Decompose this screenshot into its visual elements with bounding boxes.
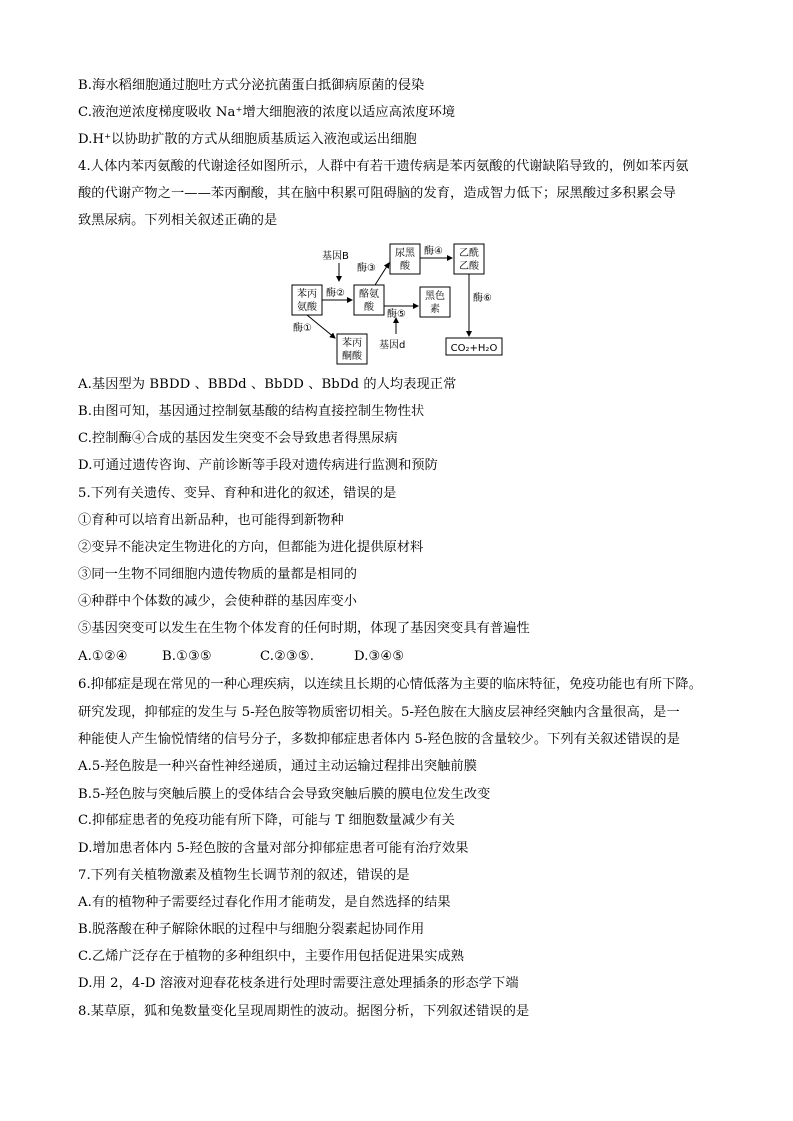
enzyme-3-arrow xyxy=(375,263,389,285)
q5-option-b: B.①③⑤ xyxy=(162,649,212,664)
q7-option-a: A.有的植物种子需要经过春化作用才能萌发，是自然选择的结果 xyxy=(78,895,451,910)
q5-statement-5: ⑤基因突变可以发生在生物个体发育的任何时期，体现了基因突变具有普遍性 xyxy=(78,621,530,636)
enzyme-3-label: 酶③ xyxy=(357,263,376,274)
gene-b-label: 基因B xyxy=(322,251,349,262)
enzyme-6-label: 酶⑥ xyxy=(473,293,492,304)
q6-stem-line-1: 6.抑郁症是现在常见的一种心理疾病，以连续且长期的心情低落为主要的临床特征，免疫功能也有所下降。 xyxy=(78,677,703,692)
q4-stem-line-3: 致黑尿病。下列相关叙述正确的是 xyxy=(78,213,278,228)
phenylalanine-label-2: 氨酸 xyxy=(297,302,317,313)
enzyme-2-label: 酶② xyxy=(326,288,345,299)
phenylpyruvic-acid-label-1: 苯丙 xyxy=(342,338,362,349)
phenylalanine-pathway-diagram xyxy=(280,238,520,368)
melanin-label-2: 素 xyxy=(430,304,440,315)
q3-option-d: D.H⁺以协助扩散的方式从细胞质基质运入液泡或运出细胞 xyxy=(78,132,417,147)
q6-option-a: A.5-羟色胺是一种兴奋性神经递质，通过主动运输过程排出突触前膜 xyxy=(78,759,478,774)
q5-statement-4: ④种群中个体数的减少，会使种群的基因库变小 xyxy=(78,594,358,609)
co2-h2o-label: CO₂+H₂O xyxy=(450,343,498,354)
q6-option-c: C.抑郁症患者的免疫功能有所下降，可能与 T 细胞数量减少有关 xyxy=(78,813,455,828)
q5-options-row xyxy=(78,648,404,666)
gene-d-label: 基因d xyxy=(379,340,406,351)
q7-option-d: D.用 2，4-D 溶液对迎春花枝条进行处理时需要注意处理插条的形态学下端 xyxy=(78,976,519,991)
q5-stem: 5.下列有关遗传、变异、育种和进化的叙述，错误的是 xyxy=(78,486,397,501)
phenylpyruvic-acid-label-2: 酮酸 xyxy=(342,351,362,362)
acetoacetic-acid-label-1: 乙酰 xyxy=(459,248,479,259)
q4-stem-line-1: 4.人体内苯丙氨酸的代谢途径如图所示，人群中有若干遗传病是苯丙氨酸的代谢缺陷导致的，例如苯丙氨 xyxy=(78,159,689,174)
tyrosine-label-2: 酸 xyxy=(364,302,374,313)
q7-stem: 7.下列有关植物激素及植物生长调节剂的叙述，错误的是 xyxy=(78,868,410,883)
q7-option-b: B.脱落酸在种子解除休眠的过程中与细胞分裂素起协同作用 xyxy=(78,922,425,937)
q5-option-d: D.③④⑤ xyxy=(354,649,405,664)
q5-statement-1: ①育种可以培育出新品种，也可能得到新物种 xyxy=(78,513,344,528)
q5-statement-3: ③同一生物不同细胞内遗传物质的量都是相同的 xyxy=(78,567,358,582)
q4-option-d: D.可通过遗传咨询、产前诊断等手段对遗传病进行监测和预防 xyxy=(78,458,438,473)
q4-stem-line-2: 酸的代谢产物之一——苯丙酮酸，其在脑中积累可阻碍脑的发育，造成智力低下；尿黑酸过多积累会导 xyxy=(78,186,676,201)
homogentisic-acid-label-1: 尿黑 xyxy=(395,248,415,259)
q4-option-a: A.基因型为 BBDD 、BBDd 、BbDD 、BbDd 的人均表现正常 xyxy=(78,377,457,392)
q6-option-b: B.5-羟色胺与突触后膜上的受体结合会导致突触后膜的膜电位发生改变 xyxy=(78,787,491,802)
q4-option-b: B.由图可知，基因通过控制氨基酸的结构直接控制生物性状 xyxy=(78,404,425,419)
q8-stem: 8.某草原，狐和兔数量变化呈现周期性的波动。据图分析，下列叙述错误的是 xyxy=(78,1004,530,1019)
q6-stem-line-3: 种能使人产生愉悦情绪的信号分子，多数抑郁症患者体内 5-羟色胺的含量较少。下列有关叙述错误的是 xyxy=(78,732,680,747)
enzyme-1-label: 酶① xyxy=(293,323,312,334)
q5-option-c: C.②③⑤. xyxy=(260,649,315,664)
q5-statement-2: ②变异不能决定生物进化的方向，但都能为进化提供原材料 xyxy=(78,540,424,555)
tyrosine-label-1: 酪氨 xyxy=(359,289,379,300)
q6-stem-line-2: 研究发现，抑郁症的发生与 5-羟色胺等物质密切相关。5-羟色胺在大脑皮层神经突触内含量很高，是一 xyxy=(78,705,680,720)
homogentisic-acid-label-2: 酸 xyxy=(400,261,410,272)
q6-option-d: D.增加患者体内 5-羟色胺的含量对部分抑郁症患者可能有治疗效果 xyxy=(78,841,469,856)
phenylalanine-label-1: 苯丙 xyxy=(297,289,317,300)
q7-option-c: C.乙烯广泛存在于植物的多种组织中，主要作用包括促进果实成熟 xyxy=(78,949,465,964)
enzyme-4-label: 酶④ xyxy=(424,246,443,257)
q3-option-c: C.液泡逆浓度梯度吸收 Na⁺增大细胞液的浓度以适应高浓度环境 xyxy=(78,105,456,120)
melanin-label-1: 黑色 xyxy=(425,291,445,302)
enzyme-5-label: 酶⑤ xyxy=(387,309,406,320)
q4-option-c: C.控制酶④合成的基因发生突变不会导致患者得黑尿病 xyxy=(78,431,398,446)
q5-option-a: A.①②④ xyxy=(78,649,128,664)
acetoacetic-acid-label-2: 乙酸 xyxy=(459,261,479,272)
q3-option-b: B.海水稻细胞通过胞吐方式分泌抗菌蛋白抵御病原菌的侵染 xyxy=(78,78,425,93)
